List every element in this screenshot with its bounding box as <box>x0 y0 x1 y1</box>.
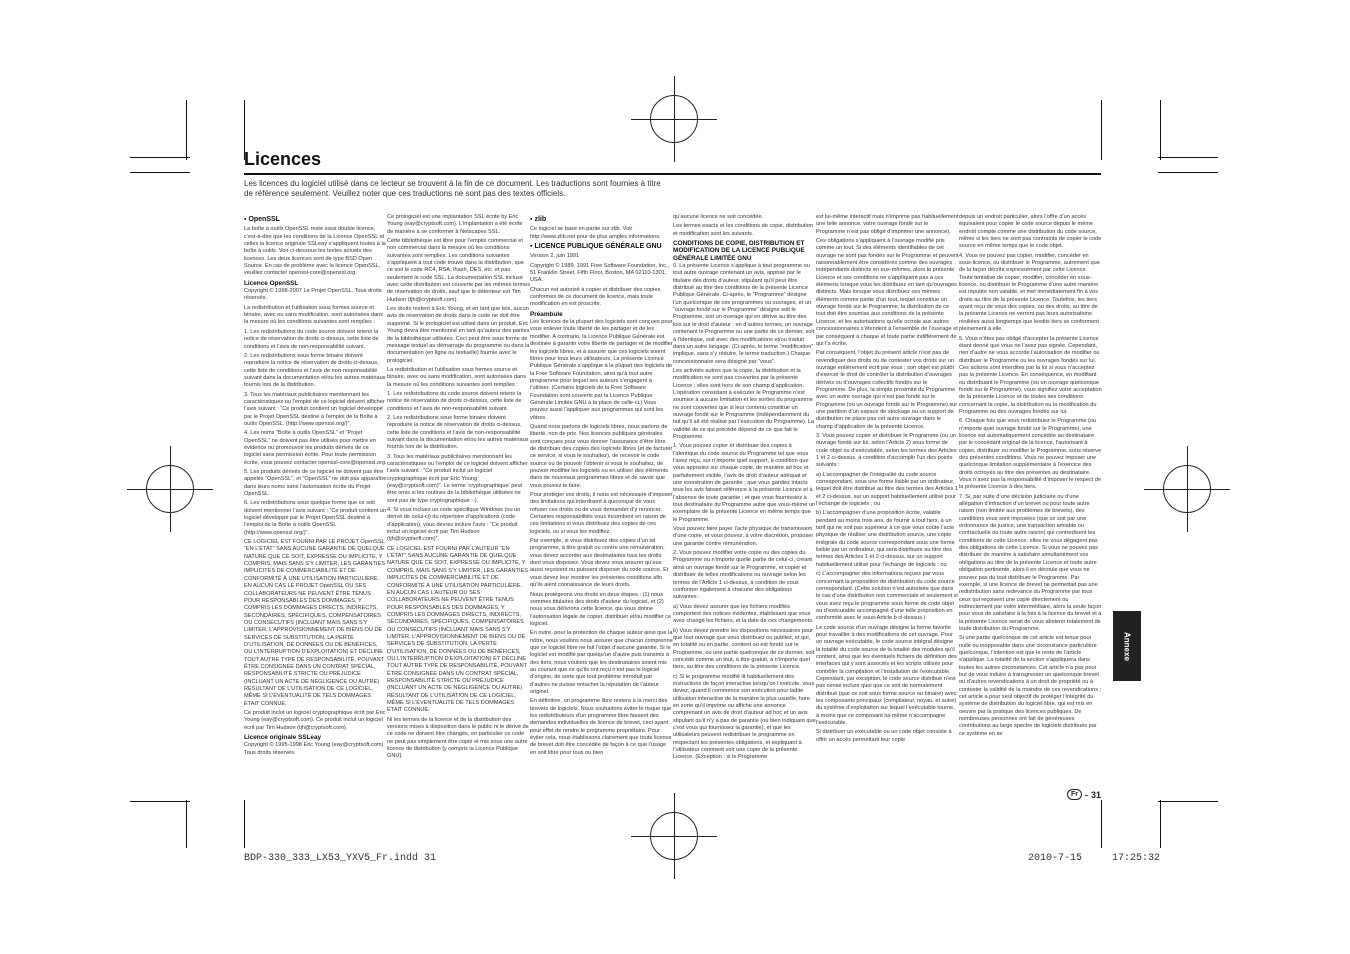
list-item: 1. Les redistributions du code source doivent retenir la notice de réservation de droits ci-dessus, cette liste de conditions et l’avis de non-responsabilité suivant. <box>387 390 522 412</box>
crop-mark-top-left-h <box>130 157 190 158</box>
registration-mark-bottom <box>650 812 698 860</box>
section-heading-zlib: ▪ zlib <box>530 216 547 223</box>
paragraph: Si distribuer un exécutable ou un code objet consiste à offrir un accès permettant leur copie <box>816 729 952 743</box>
subheading-licence-openssl: Licence OpenSSL <box>244 279 299 287</box>
list-item: 1. Les redistributions du code source doivent retenir la notice de réservation de droits ci-dessus, cette liste de conditions et l’avis de non-responsabilité suivant. <box>244 328 379 350</box>
subheading-conditions: CONDITIONS DE COPIE, DISTRIBUTION ET MODIFICATION DE LA LICENCE PUBLIQUE GÉNÉRALE LIMITÉE GNU <box>673 240 805 262</box>
paragraph: Les termes exacts et les conditions de copie, distribution et modification sont les suivants. <box>673 223 813 237</box>
paragraph: Le code source d’un ouvrage désigne la forme favorite pour travailler à des modifications de cet ouvrage. Pour un ouvrage exécutable, le code source intégral désigne la totalité du code source de la totalité des modules qu’il contient, ainsi que les éventuels fichiers de définition des interfaces qui y sont associés et les scripts utilisés pour contrôler la compilation et l’installation de l’exécutable. Cependant, par exception, le code source distribué n’est pas censé inclure quoi que ce soit de normalement distribué (que ce soit sous forme source ou binaire) avec les composants principaux (compilateur, noyau, et autre) du système d’exploitation sur lequel l’exécutable tourne, à moins que ce composant lui-même n’accompagne l’exécutable. <box>816 624 957 727</box>
annexe-label: Annexe <box>1122 631 1132 661</box>
paragraph: Ni les termes de la licence et de la distribution des versions mises à disposition dans le public ni le dérivé de ce code ne doivent être changés, en particulier ce code ne peut pas simplement être copié et mis sous une autre licence de distribution [y compris la Licence Publique GNU]. <box>387 716 529 760</box>
crop-mark-bottom-left-v <box>186 800 187 848</box>
paragraph: est lui-même interactif mais n’imprime pas habituellement une telle annonce, votre ouvrage fondé sur le Programme n’est pas obligé d’imprimer une annonce). <box>816 214 959 235</box>
paragraph: Les droits restent à Eric Young, et en tant que tels, aucun avis de réservation de droits dans le code ne doit être supprimé. Si le prologiciel est utilisé dans un produit, Eric Young devra être mentionné en tant qu’auteur des parties de la bibliothèque utilisées. Ceci peut être sous forme de message textuel au démarrage du programme ou dans la documentation (en ligne ou textuelle) fournie avec le prologiciel. <box>387 306 530 364</box>
paragraph: Chacun est autorisé à copier et distribuer des copies conformes de ce document de licence, mais toute modification en est proscrite. <box>530 286 661 308</box>
page-number-value: 31 <box>1091 789 1102 800</box>
list-item: 4. Vous ne pouvez pas copier, modifier, concéder en sous-licence, ou distribuer le Programme, autrement que de la façon décrite expressément par cette Licence. Toute tentative de copier, modifier, concéder en sous-licence, ou distribuer le Programme d’une autre manière est réputée non valable, et met immédiatement fin à vos droits au titre de la présente Licence. Toutefois, les tiers ayant reçu de vous des copies, ou des droits, au titre de la présente Licence ne verront pas leurs autorisations résiliées aussi longtemps que lesdits tiers se conforment pleinement à elle. <box>959 252 1100 333</box>
intro-text: Les licences du logiciel utilisé dans ce lecteur se trouvent à la fin de ce document. Les traductions sont fournies à titre de référence seulement. Veuillez noter que ces traductions ne sont pas des textes officiels. <box>244 179 661 198</box>
list-item: 2. Vous pouvez modifier votre copie ou des copies du Programme ou n’importe quelle partie de celui-ci, créant ainsi un ouvrage fondé sur le Programme, et copier et distribuer de telles modifications ou ouvrage selon les termes de l’Article 1 ci-dessus, à condition de vous conformer également à chacune des obligations suivantes : <box>673 550 812 601</box>
column-3 <box>530 214 673 786</box>
paragraph: Si une partie quelconque de cet article est tenue pour nulle ou inopposable dans une circonstance particulière quelconque, l’intention est que le reste de l’article s’applique. La totalité de la section s’appliquera dans toutes les autres circonstances. Cet article n’a pas pour but de vous induire à transgresser un quelconque brevet ou d’autres revendications à un droit de propriété ou à contester la validité de la moindre de ces revendications ; cet article a pour seul objectif de protéger l’intégrité du système de distribution du logiciel libre, qui est mis en oeuvre par la pratique des licences publiques. De nombreuses personnes ont fait de généreuses contributions au large spectre de logiciels distribués par ce système en se <box>959 635 1102 737</box>
column-5 <box>816 214 959 786</box>
list-item: a) Vous devez assurer que les fichiers modifiés comportent des notices évidentes, établissant que vous avez changé les fichiers, et la date de ces changements. <box>673 603 814 625</box>
registration-mark-right <box>1163 465 1211 513</box>
list-item: 0. La présente Licence s’applique à tout programme ou tout autre ouvrage contenant un avis, apposé par le titulaire des droits d’auteur, stipulant qu’il peut être distribué au titre des conditions de la présente Licence Publique Générale. Ci-après, le “Programme” désigne l’un quelconque de ces programmes ou ouvrages, et un “ouvrage fondé sur le Programme” désigne soit le Programme, soit un ouvrage qui en dérive au titre des lois sur le droit d’auteur : en d’autres termes, un ouvrage contenant le Programme ou une partie de ce dernier, soit à l’identique, soit avec des modifications et/ou traduit dans un autre langage. (Ci-après, le terme “modification” implique, sans s’y réduire, le terme traduction.) Chaque concessionnaire sera désigné par “vous”. <box>673 263 815 365</box>
crop-mark-top-right-v2 <box>1160 100 1161 160</box>
list-item: 5. Les produits dérivés de ce logiciel ne doivent pas être appelés “OpenSSL”, et “OpenSSL” ne doit pas apparaître dans leurs noms sans l’autorisation écrite du Projet OpenSSL. <box>244 469 387 498</box>
paragraph: Version 2, juin 1991 <box>530 253 580 260</box>
license-columns <box>244 214 1101 786</box>
paragraph: Copyright © 1995-1998 Eric Young (eay@cryptsoft.com) Tous droits réservés. <box>244 742 384 756</box>
crop-mark-bottom-right-v2 <box>1160 800 1161 848</box>
disclaimer: CE LOGICIEL EST FOURNI PAR L’AUTEUR “EN L’ÉTAT” SANS AUCUNE GARANTIE DE QUELQUE NATURE QUE CE SOIT, EXPRESSE OU IMPLICITE, Y COMPRIS, MAIS SANS S’Y LIMITER, LES GARANTIES IMPLICITES DE COMMERCIABILITÉ ET DE CONFORMITÉ À UNE UTILISATION PARTICULIÈRE. EN AUCUN CAS L’AUTEUR OU SES COLLABORATEURS NE PEUVENT ÊTRE TENUS POUR RESPONSABLES DES DOMMAGES, Y COMPRIS LES DOMMAGES DIRECTS, INDIRECTS, SECONDAIRES, SPÉCIFIQUES, COMPENSATOIRES OU CONSÉCUTIFS (INCLUANT MAIS SANS S’Y LIMITER, L’APPROVISIONNEMENT DE BIENS OU DE SERVICES DE SUBSTITUTION, LA PERTE D’UTILISATION, DE DONNÉES OU DE BÉNÉFICES, OU L’INTERRUPTION D’EXPLOITATION) ET DÉCLINE TOUT AUTRE TYPE DE RESPONSABILITÉ, POUVANT ÊTRE CONSIGNÉE DANS UN CONTRAT SPÉCIAL, RESPONSABILITÉ STRICTE OU PRÉJUDICE (INCLUANT UN ACTE DE NÉGLIGENCE OU AUTRE) RÉSULTANT DE L’UTILISATION DE CE LOGICIEL, MÊME SI L’ÉVENTUALITÉ DE TELS DOMMAGES ÉTAIT CONNUE. <box>387 545 529 714</box>
paragraph: Les licences de la plupart des logiciels sont conçues pour vous enlever toute liberté de les partager et de les modifier. A contrario, la Licence Publique Générale est destinée à garantir votre liberté de partager et de modifier les logiciels libres, et à assurer que ces logiciels soient libres pour tous leurs utilisateurs. La présente Licence Publique Générale s’applique à la plupart des logiciels de la Free Software Foundation, ainsi qu’à tout autre programme pour lequel ses auteurs s’engagent à l’utiliser. (Certains logiciels de la Free Software Foundation sont couverts par la Licence Publique Générale Limitée GNU à la place de celle-ci.) Vous pouvez aussi l’appliquer aux programmes qui sont les vôtres. <box>530 319 673 421</box>
crop-mark-top-right-h <box>1158 157 1218 158</box>
list-item: c) L’accompagner des informations reçues par vous concernant la proposition de distribution du code source correspondant. (Cette solution n’est autorisée que dans le cas d’une distribution non commerciale et seulement si vous avez reçu le programme sous forme de code objet ou d’exécutable accompagné d’une telle proposition en conformité avec le sous-Article b ci-dessus.) <box>816 571 958 622</box>
annexe-side-tab <box>1113 611 1141 681</box>
list-item: 7. Si, par suite d’une décision judiciaire ou d’une allégation d’infraction d’un brevet ou pour toute autre raison (non limitée aux problèmes de brevets), des conditions vous sont imposées (que ce soit par une ordonnance de justice, une transaction amiable ou contractuelle ou toute autre raison) qui contredisent les conditions de cette Licence, elles ne vous dégagent pas des obligations de cette Licence. Si vous ne pouvez pas distribuer de manière à satisfaire simultanément vos obligations au titre de la présente Licence et toute autre obligation pertinente, alors il en découle que vous ne pouvez pas du tout distribuer le Programme. Par exemple, si une licence de brevet ne permettait pas une redistribution sans redevance du Programme par tous ceux qui reçoivent une copie directement ou indirectement par votre intermédiaire, alors la seule façon pour vous de satisfaire à la fois à la licence du brevet et à la présente Licence serait de vous abstenir totalement de toute distribution du Programme. <box>959 493 1102 632</box>
section-heading-gpl: ▪ LICENCE PUBLIQUE GÉNÉRALE GNU <box>530 243 662 251</box>
paragraph: La redistribution et l’utilisation sous formes source et binaire, avec ou sans modification, sont autorisées dans la mesure où les conditions suivantes sont remplies : <box>244 304 383 326</box>
paragraph: Par conséquent, l’objet du présent article n’est pas de revendiquer des droits ou de contester vos droits sur un ouvrage entièrement écrit par vous ; son objet est plutôt d’exercer le droit de contrôler la distribution d’ouvrages dérivés ou d’ouvrages collectifs fondés sur le Programme. De plus, la simple proximité du Programme avec un autre ouvrage qui n’est pas fondé sur le Programme (ou un ouvrage fondé sur le Programme) sur une partition d’un espace de stockage ou un support de distribution ne place pas cet autre ouvrage dans le champ d’application de la présente Licence. <box>816 350 958 430</box>
page-title: Licences <box>244 149 322 169</box>
crop-mark-bottom-right-v <box>1101 800 1102 848</box>
list-item: 4. Les noms “Boîte à outils OpenSSL” et “Projet OpenSSL” ne doivent pas être utilisés pour mettre en évidence ou promouvoir les produits dérivés de ce logiciel sans permission écrite. Pour toute permission écrite, vous pouvez contacter openssl-core@openssl.org. <box>244 430 387 466</box>
crop-mark-bottom-right-h <box>1158 801 1218 802</box>
registration-mark-left <box>146 465 194 513</box>
crop-mark-top-right-v <box>1101 100 1102 160</box>
page-number-dash: - <box>1085 789 1088 800</box>
section-heading-openssl: ▪ OpenSSL <box>244 216 280 223</box>
subheading-preambule: Préambule <box>530 310 563 318</box>
crop-mark-bottom-left-h <box>130 801 190 802</box>
list-item: 3. Tous les matériaux publicitaires mentionnant les caractéristiques ou l’emploi de ce logiciel doivent afficher l’avis suivant : “Ce produit inclut un logiciel cryptographique écrit par Eric Young (eay@cryptsoft.com)”. Le terme ‘cryptographique’ peut être omis si les routines de la bibliothèque utilisées ne sont pas de type cryptographique :-). <box>387 453 528 504</box>
list-item: b) Vous devez prendre les dispositions nécessaires pour que tout ouvrage que vous distribuez ou publiez, et qui, en totalité ou en partie, contient ou est fondé sur le Programme, ou une partie quelconque de ce dernier, soit concédé comme un tout, à titre gratuit, à n’importe quel tiers, au titre des conditions de la présente Licence. <box>673 627 815 671</box>
registration-mark-top <box>650 95 698 143</box>
paragraph: Par exemple, si vous distribuez des copies d’un tel programme, à titre gratuit ou contre une rémunération, vous devez accorder aux destinataires tous les droits dont vous disposez. Vous devez vous assurer qu’eux aussi reçoivent ou puissent disposer du code source. Et vous devez leur montrer les présentes conditions afin qu’ils aient connaissance de leurs droits. <box>530 538 669 589</box>
title-divider <box>244 173 1101 175</box>
footer-date: 2010-7-15 <box>1028 853 1083 864</box>
paragraph: Ces obligations s’appliquent à l’ouvrage modifié pris comme un tout. Si des éléments identifiables de cet ouvrage ne sont pas fondés sur le Programme et peuvent raisonnablement être considérés comme des ouvrages indépendants distincts en eux-mêmes, alors la présente Licence et ses conditions ne s’appliquent pas à ces éléments lorsque vous les distribuez en tant qu’ouvrages distincts. Mais lorsque vous distribuez ces mêmes éléments comme partie d’un tout, lequel constitue un ouvrage fondé sur le Programme, la distribution de ce tout doit être soumise aux conditions de la présente Licence, et les autorisations qu’elle octroie aux autres concessionnaires s’étendent à l’ensemble de l’ouvrage et par conséquent à chaque et toute partie indifférement de qui l’a écrite. <box>816 238 959 347</box>
paragraph: Quand nous parlons de logiciels libres, nous parlons de liberté, non de prix. Nos licences publiques générales sont conçues pour vous donner l’assurance d’être libre de distribuer des copies des logiciels libres (et de facturer ce service, si vous le souhaitez), de recevoir le code source ou de pouvoir l’obtenir si vous le souhaitez, de pouvoir modifier les logiciels ou en utiliser des éléments dans de nouveaux programmes libres et de savoir que vous pouvez le faire. <box>530 423 673 489</box>
column-4 <box>673 214 816 786</box>
column-6 <box>959 214 1102 786</box>
paragraph: Cette bibliothèque est libre pour l’emploi commercial et non commercial dans la mesure où les conditions suivantes sont remplies. Les conditions suivantes s’appliquent à tout code trouvé dans la distribution, que ce soit le code RC4, RSA, lhash, DES, etc. et pas seulement le code SSL. La documentation SSL incluse avec cette distribution est couverte par les mêmes termes de réservation de droits, sauf que le détenteur est Tim Hudson (tjh@cryptsoft.com). <box>387 238 530 303</box>
paragraph: depuis un endroit particulier, alors l’offre d’un accès équivalent pour copier le code source depuis le même endroit compte comme une distribution du code source, même si les tiers ne sont pas contraints de copier le code source en même temps que le code objet. <box>959 214 1102 250</box>
paragraph: qu’aucune licence ne soit concédée. <box>673 214 764 220</box>
list-item: 3. Vous pouvez copier et distribuer le Programme (ou un ouvrage fondé sur lui, selon l’Article 2) sous forme de code objet ou d’exécutable, selon les termes des Articles 1 et 2 ci-dessus, à condition d’accomplir l’un des points suivants : <box>816 432 957 469</box>
language-badge: Fr <box>1067 789 1082 800</box>
list-item: c) Si le programme modifié lit habituellement des instructions de façon interactive lorsqu’on l’exécute, vous devez, quand il commence son exécution pour ladite utilisation interactive de la manière la plus usuelle, faire en sorte qu’il imprime ou affiche une annonce comprenant un avis de droit d’auteur ad hoc et un avis stipulant qu’il n’y a pas de garantie (ou bien indiquant que c’est vous qui fournissez la garantie), et que les utilisateurs peuvent redistribuer le programme en respectant les présentes obligations, et expliquant à l’utilisateur comment voir une copie de la présente Licence. (Exception : si le Programme <box>673 673 816 761</box>
disclaimer: CE LOGICIEL EST FOURNI PAR LE PROJET OpenSSL “EN L’ETAT” SANS AUCUNE GARANTIE DE QUELQUE NATURE QUE CE SOIT, EXPRESSE OU IMPLICITE, Y COMPRIS, MAIS SANS S’Y LIMITER, LES GARANTIES IMPLICITES DE COMMERCIABILITÉ ET DE CONFORMITÉ À UNE UTILISATION PARTICULIÈRE. EN AUCUN CAS LE PROJET OpenSSL OU SES COLLABORATEURS NE PEUVENT ÊTRE TENUS POUR RESPONSABLES DES DOMMAGES, Y COMPRIS LES DOMMAGES DIRECTS, INDIRECTS, SECONDAIRES, SPÉCIFIQUES, COMPENSATOIRES OU CONSÉCUTIFS (INCLUANT MAIS SANS S’Y LIMITER, L’APPROVISIONNEMENT DE BIENS OU DE SERVICES DE SUBSTITUTION, LA PERTE D’UTILISATION, DE DONNÉES OU DE BÉNÉFICES, OU L’INTERRUPTION D’EXPLOITATION) ET DÉCLINE TOUT AUTRE TYPE DE RESPONSABILITÉ, POUVANT ÊTRE CONSIGNÉE DANS UN CONTRAT SPÉCIAL, RESPONSABILITÉ STRICTE OU PRÉJUDICE (INCLUANT UN ACTE DE NÉGLIGENCE OU AUTRE) RÉSULTANT DE L’UTILISATION DE CE LOGICIEL, MÊME SI L’ÉVENTUALITÉ DE TELS DOMMAGES ÉTAIT CONNUE. <box>244 539 386 707</box>
column-1 <box>244 214 387 786</box>
footer-time: 17:25:32 <box>1112 853 1161 864</box>
paragraph: Ce produit inclut un logiciel cryptographique écrit par Eric Young (eay@cryptsoft.com). Ce produit inclut un logiciel écrit par Tim Hudson (tjh@cryptsoft.com). <box>244 710 386 731</box>
page-number <box>1067 789 1101 800</box>
crop-mark-top-left-h2 <box>130 172 190 173</box>
list-item: a) L’accompagner de l’intégralité du code source correspondant, sous une forme lisible par un ordinateur, lequel doit être distribué au titre des termes des Articles 1 et 2 ci-dessus, sur un support habituellement utilisé pour l’échange de logiciels ; ou <box>816 471 959 508</box>
paragraph: Vous pouvez faire payer l’acte physique de transmission d’une copie, et vous pouvez, à votre discrétion, proposer une garantie contre rémunération. <box>673 526 814 547</box>
paragraph: Copyright © 1998-2007 Le Projet OpenSSL. Tous droits réservés. <box>244 288 382 302</box>
list-item: 3. Tous les matériaux publicitaires mentionnant les caractéristiques ou l’emploi de ce logiciel doivent afficher l’avis suivant : “Ce produit contient un logiciel développé par le Projet OpenSSL destiné à l’emploi de la Boîte à outils OpenSSL. (http://www.openssl.org/)”. <box>244 391 385 427</box>
paragraph: Ce prologiciel est une implantation SSL écrite by Eric Young (eay@cryptsoft.com). L’implantation a été écrite de manière à se conformer à Netscapes SSL. <box>387 214 523 235</box>
column-2 <box>387 214 530 786</box>
paragraph: Copyright © 1989, 1991 Free Software Foundation, Inc., 51 Franklin Street, Fifth Floor, Boston, MA 02110-1301, USA. <box>530 262 670 284</box>
subheading-licence-originale-ssleay: Licence originale SSLeay <box>244 734 322 742</box>
paragraph: En définitive, un programme libre restera à la merci des brevets de logiciels. Nous souhaitons éviter le risque que les redistributeurs d’un programme libre fassent des demandes individuelles de licence de brevet, ceci ayant pour effet de rendre le programme propriétaire. Pour éviter cela, nous établissons clairement que toute licence de brevet doit être concédée de façon à ce que l’usage en soit libre pour tous ou bien <box>530 698 672 756</box>
crop-mark-bottom-left-v2 <box>244 800 245 848</box>
paragraph: Les activités autres que la copie, la distribution et la modification ne sont pas couvertes par la présente Licence ; elles sont hors de son champ d’application. L’opération consistant à exécuter le Programme n’est soumise à aucune limitation et les sorties du programme ne sont couvertes que si leur contenu constitue un ouvrage fondé sur le Programme (indépendamment du fait qu’il ait été réalisé par l’exécution du Programme). La validité de ce qui précède dépend de ce que fait le Programme. <box>673 367 815 440</box>
footer-file-name: BDP-330_333_LX53_YXV5_Fr.indd 31 <box>244 853 437 864</box>
list-item: 4. Si vous incluez un code spécifique Windows (ou un dérivé de celui-ci) du répertoire d’applications (code d’application), vous devrez inclure l’avis : “Ce produit inclut un logiciel écrit par Tim Hudson (tjh@cryptsoft.com)”. <box>387 507 521 543</box>
list-item: 2. Les redistributions sous forme binaire doivent reproduire la notice de réservation de droits ci-dessus, cette liste de conditions et l’avis de non-responsabilité suivant dans la documentation et/ou les autres matériaux fournis lors de la distribution. <box>387 414 529 451</box>
list-item: 6. Chaque fois que vous redistribuez le Programme (ou n’importe quel ouvrage fondé sur le Programme), une licence est automatiquement concédée au destinataire par le concédant original de la licence, l’autorisant à copier, distribuer ou modifier le Programme, sous réserve des présentes conditions. Vous ne pouvez imposer une quelconque limitation supplémentaire à l’exercice des droits octroyés au titre des présentes au destinataire. Vous n’avez pas la responsabilité d’imposer le respect de la présente Licence à des tiers. <box>959 418 1102 491</box>
crop-mark-top-right-h2 <box>1158 172 1218 173</box>
list-item: 6. Les redistributions sous quelque forme que ce soit doivent mentionner l’avis suivant : “Ce produit contient un logiciel développé par le Projet OpenSSL destiné à l’emploi de la Boîte à outils OpenSSL (http://www.openssl.org/)”. <box>244 500 387 536</box>
paragraph: Nous protégeons vos droits en deux étapes : (1) nous sommes titulaires des droits d’auteur du logiciel, et (2) nous vous délivrons cette licence, qui vous donne l’autorisation légale de copier, distribuer et/ou modifier ce logiciel. <box>530 591 672 627</box>
list-item: 1. Vous pouvez copier et distribuer des copies à l’identique du code source du Programme tel que vous l’avez reçu, sur n’importe quel support, à condition que vous apposiez sur chaque copie, de manière ad hoc et parfaitement visible, l’avis de droit d’auteur adéquat et une exonération de garantie ; que vous gardiez intacts tous les avis faisant référence à la présente Licence et à l’absence de toute garantie ; et que vous fournissiez à tout destinataire du Programme autre que vous-même un exemplaire de la présente Licence en même temps que le Programme. <box>673 443 816 523</box>
paragraph: En outre, pour la protection de chaque auteur ainsi que la nôtre, nous voulons nous assurer que chacun comprenne que ce logiciel libre ne fait l’objet d’aucune garantie. Si le logiciel est modifié par quelqu’un d’autre puis transmis à des tiers, nous voulons que les destinataires soient mis au courant que ce qu’ils ont reçu n’est pas le logiciel d’origine, de sorte que tout problème introduit par d’autres ne puisse entacher la réputation de l’auteur originel. <box>530 630 673 695</box>
paragraph: La redistribution et l’utilisation sous formes source et binaire, avec ou sans modification, sont autorisées dans la mesure où les conditions suivantes sont remplies : <box>387 366 526 388</box>
crop-mark-top-left-v <box>186 100 187 160</box>
list-item: 5. Vous n’êtes pas obligé d’accepter la présente Licence étant donné que vous ne l’avez pas signée. Cependant, rien d’autre ne vous accorde l’autorisation de modifier ou distribuer le Programme ou les ouvrages fondés sur lui. Ces actions sont interdites par la loi si vous n’acceptez pas la présente Licence. En conséquence, en modifiant ou distribuant le Programme (ou un ouvrage quelconque fondé sur le Programme), vous signifiez votre acceptation de la présente Licence et de toutes ses conditions concernant la copie, la distribution ou la modification du Programme ou des ouvrages fondés sur lui. <box>959 335 1102 415</box>
list-item: b) L’accompagner d’une proposition écrite, valable pendant au moins trois ans, de fournir à tout tiers, à un tarif qui ne soit pas supérieur à ce que vous coûte l’acte physique de réaliser une distribution source, une copie intégrale du code source correspondant sous une forme lisible par un ordinateur, qui sera distribuée au titre des termes des Articles 1 et 2 ci-dessus, sur un support habituellement utilisé pour l’échange de logiciels ; ou <box>816 510 955 568</box>
paragraph: Ce logiciel se base en partie sur zlib. Voir http://www.zlib.net pour de plus amples informations. <box>530 226 661 240</box>
list-item: 2. Les redistributions sous forme binaire doivent reproduire la notice de réservation de droits ci-dessus, cette liste de conditions et l’avis de non-responsabilité suivant dans la documentation et/ou les autres matériaux fournis lors de la distribution. <box>244 352 386 389</box>
paragraph: Pour protéger vos droits, il nous est nécessaire d’imposer des limitations qui interdisent à quiconque de vous refuser ces droits ou de vous demander d’y renoncer. Certaines responsabilités vous incombent en raison de ces limitations si vous distribuez des copies de ces logiciels, ou si vous les modifiez. <box>530 492 673 535</box>
paragraph: La boîte à outils OpenSSL reste sous double licence, c’est-à-dire que les conditions de la Licence OpenSSL et celles la licence originale SSLeay s’appliquent toutes à la boîte à outils. Voir ci-dessous les textes actuels des licences. Les deux licences sont de type BSD Open Source. En cas de problème avec la licence OpenSSL, veuillez contacter openssl-core@openssl.org. <box>244 226 386 277</box>
